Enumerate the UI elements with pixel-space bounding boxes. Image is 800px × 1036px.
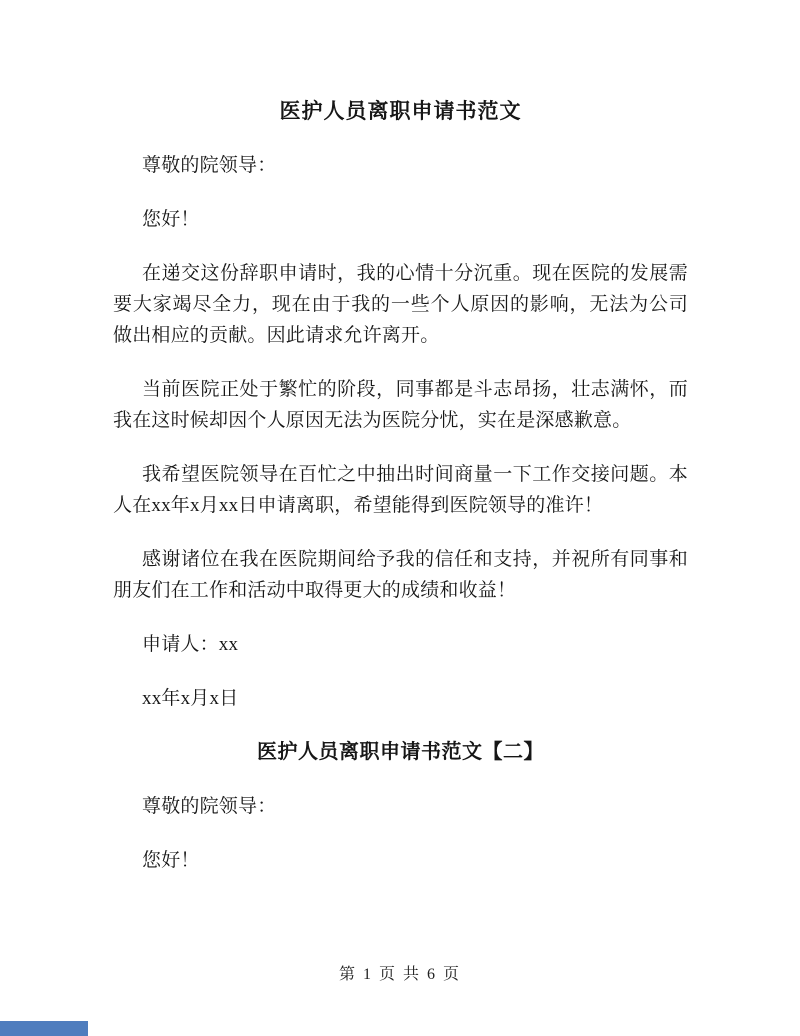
section2-title: 医护人员离职申请书范文【二】 xyxy=(257,741,544,763)
letter1-date: xx年x月x日 xyxy=(142,688,239,709)
letter2-greeting: 您好！ xyxy=(142,850,200,871)
letter1-salutation: 尊敬的院领导： xyxy=(142,155,277,176)
letter1-paragraph-4: 感谢诸位在我在医院期间给予我的信任和支持，并祝所有同事和朋友们在工作和活动中取得更大的成绩和收益！ xyxy=(113,549,688,601)
document-title: 医护人员离职申请书范文 xyxy=(279,99,522,123)
letter1-signature: 申请人：xx xyxy=(142,634,239,655)
letter1-paragraph-1: 在递交这份辞职申请时，我的心情十分沉重。现在医院的发展需要大家竭尽全力，现在由于我的一些个人原因的影响，无法为公司做出相应的贡献。因此请求允许离开。 xyxy=(113,263,688,346)
letter2-salutation: 尊敬的院领导： xyxy=(142,796,277,817)
page-number-indicator: 第 1 页 共 6 页 xyxy=(338,966,461,983)
letter1-greeting: 您好！ xyxy=(142,209,200,230)
letter1-paragraph-2: 当前医院正处于繁忙的阶段，同事都是斗志昂扬，壮志满怀，而我在这时候却因个人原因无法为医院分忧，实在是深感歉意。 xyxy=(113,379,688,431)
letter1-paragraph-3: 我希望医院领导在百忙之中抽出时间商量一下工作交接问题。本人在xx年x月xx日申请离职，希望能得到医院领导的准许！ xyxy=(113,464,688,516)
page-load-progress-bar xyxy=(0,1021,88,1036)
